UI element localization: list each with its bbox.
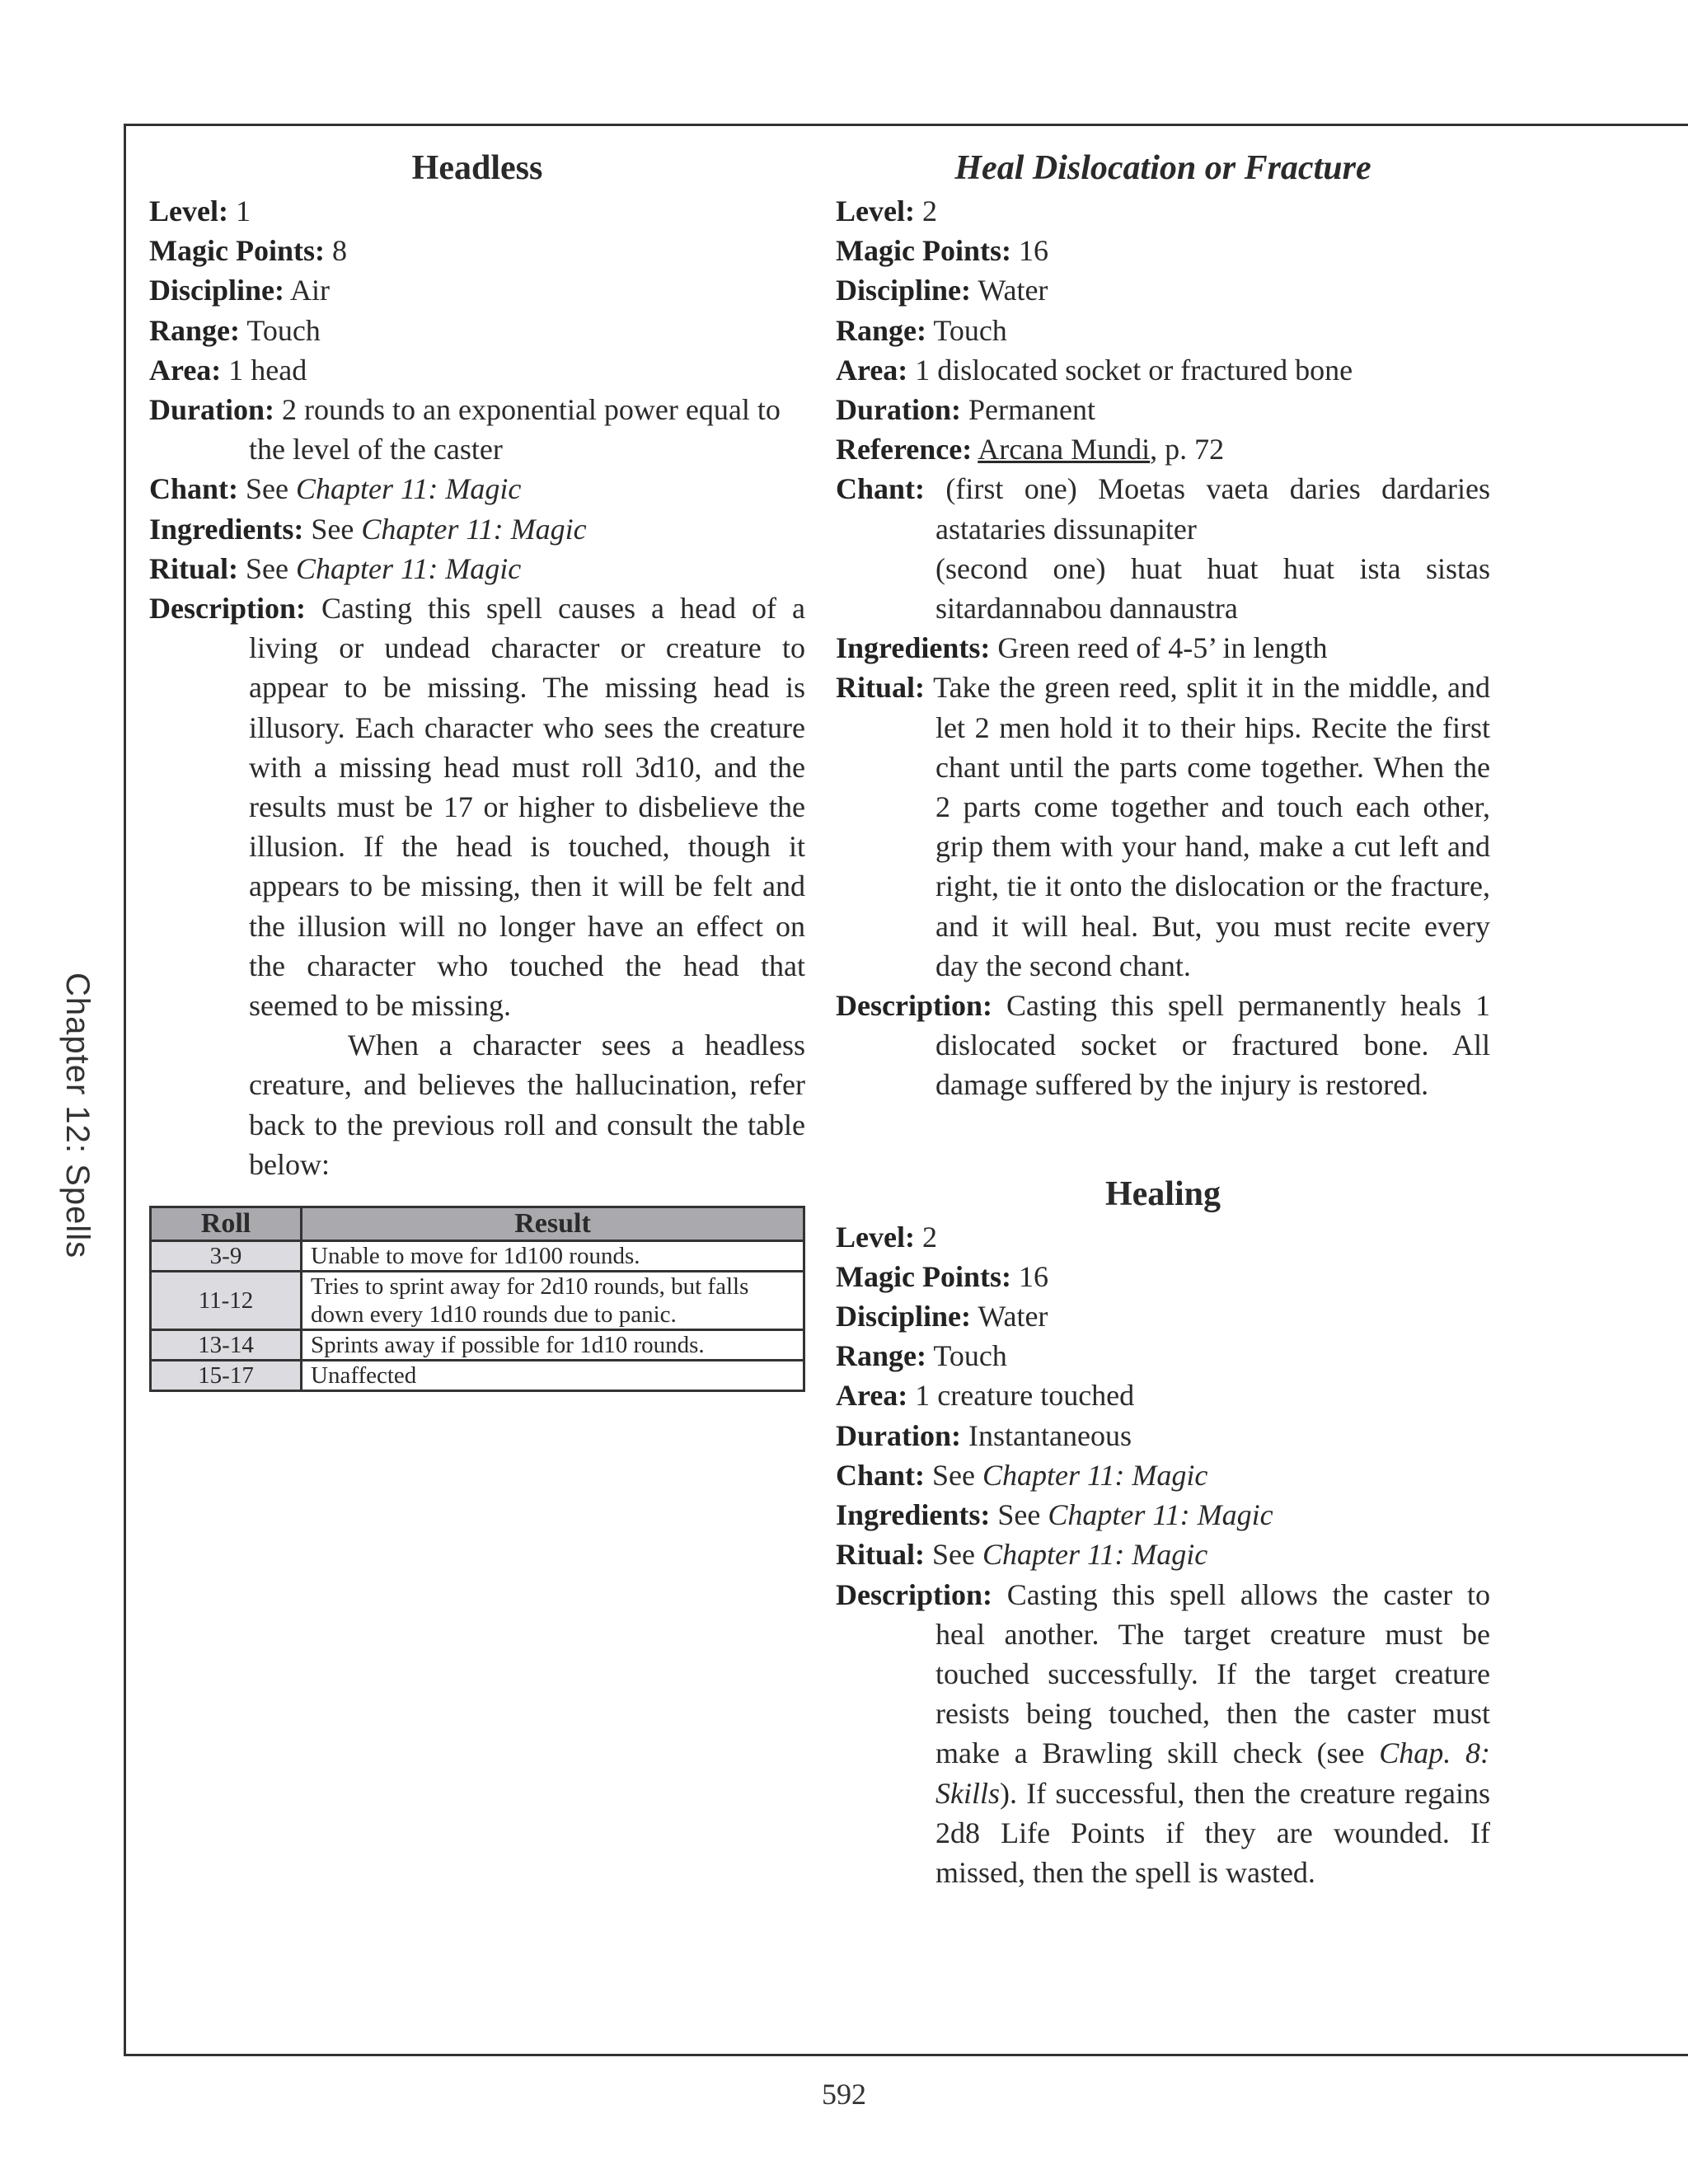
- chant-field: Chant: See Chapter 11: Magic: [149, 472, 522, 506]
- area-field: Area: 1 creature touched: [836, 1379, 1135, 1413]
- ritual-field: Ritual: Take the green reed, split it in the middle, and let 2 men hold it to their hips. Recite the first chant until the parts come together. When the 2 parts come together and touch each other, grip them with your hand, make a cut left and right, tie it onto the dislocation or the fracture, and it will heal. But, you must recite every day the second chant.: [836, 671, 1490, 982]
- chant-field: Chant: (first one) Moetas vaeta daries dardaries astataries dissunapiter: [836, 472, 1490, 546]
- magic-points-field: Magic Points: 8: [149, 234, 347, 268]
- spell-title: Headless: [411, 149, 543, 187]
- description-field: Description: Casting this spell allows the caster to heal another. The target creature must be touched successfully. If the target creature resists being touched, then the caster must make a Brawling skill check (see Chap. 8: Skills). If successful, then the creature regains 2d8 Life Points if they are wounded. If missed, then the spell is wasted.: [836, 1577, 1491, 1889]
- duration-field: Duration: 2 rounds to an exponential power equal to the level of the caster: [149, 393, 781, 466]
- description-field: Description: Casting this spell causes a head of a living or undead character or creature to appear to be missing. The missing head is illusory. Each character who sees the creature with a missing head must roll 3d10, and the results must be 17 or higher to disbelieve the illusion. If the head is touched, though it appears to be missing, then it will be felt and the illusion will no longer have an effect on the character who touched the head that seemed to be missing.: [149, 592, 805, 1023]
- table-row: [151, 1241, 804, 1272]
- ritual-field: Ritual: See Chapter 11: Magic: [836, 1538, 1208, 1572]
- ingredients-field: Ingredients: See Chapter 11: Magic: [836, 1498, 1273, 1532]
- discipline-field: Discipline: Water: [836, 1300, 1048, 1333]
- duration-field: Duration: Permanent: [836, 393, 1095, 427]
- description-field: Description: Casting this spell permanently heals 1 dislocated socket or fractured bone. All damage suffered by the injury is restored.: [836, 989, 1490, 1102]
- range-field: Range: Touch: [836, 1339, 1007, 1373]
- spell-title: Heal Dislocation or Fracture: [954, 149, 1372, 187]
- table-header-roll: Roll: [151, 1207, 302, 1241]
- chant-second: (second one) huat huat huat ista sistas sitardannabou dannaustra: [935, 551, 1490, 626]
- result-cell: Unaffected: [302, 1361, 804, 1391]
- description-continued: When a character sees a headless creature, and believes the hallucination, refer back to the previous roll and consult the table below:: [249, 1029, 805, 1181]
- page-number: 592: [822, 2078, 866, 2111]
- duration-field: Duration: Instantaneous: [836, 1418, 1132, 1452]
- ingredients-field: Ingredients: See Chapter 11: Magic: [149, 512, 587, 546]
- chant-field: Chant: See Chapter 11: Magic: [836, 1458, 1208, 1492]
- level-field: Level: 2: [836, 1220, 937, 1254]
- level-field: Level: 1: [149, 194, 251, 227]
- magic-points-field: Magic Points: 16: [836, 234, 1048, 268]
- spell-title: Healing: [1104, 1174, 1221, 1213]
- range-field: Range: Touch: [836, 313, 1007, 347]
- result-cell: Tries to sprint away for 2d10 rounds, but falls down every 1d10 rounds due to panic.: [302, 1272, 804, 1330]
- discipline-field: Discipline: Air: [149, 274, 331, 307]
- chapter-side-label: Chapter 12: Spells: [59, 972, 96, 1259]
- spell-heal-dislocation: [836, 145, 1490, 1105]
- roll-cell: 3-9: [151, 1241, 302, 1272]
- table-row: [151, 1361, 804, 1391]
- ritual-field: Ritual: See Chapter 11: Magic: [149, 551, 522, 585]
- roll-cell: 15-17: [151, 1361, 302, 1391]
- table-row: [151, 1272, 804, 1330]
- right-column: [836, 145, 1490, 1892]
- result-cell: Unable to move for 1d100 rounds.: [302, 1241, 804, 1272]
- magic-points-field: Magic Points: 16: [836, 1259, 1048, 1293]
- level-field: Level: 2: [836, 194, 937, 227]
- result-table: [149, 1206, 805, 1392]
- table-row: [151, 1330, 804, 1361]
- reference-field: Reference: Arcana Mundi, p. 72: [836, 433, 1225, 466]
- area-field: Area: 1 head: [149, 353, 307, 387]
- spell-healing: [836, 1171, 1490, 1892]
- table-header-result: Result: [302, 1207, 804, 1241]
- discipline-field: Discipline: Water: [836, 274, 1048, 307]
- reference-book-link: Arcana Mundi: [978, 433, 1151, 466]
- roll-cell: 13-14: [151, 1330, 302, 1361]
- spell-headless: [149, 145, 805, 1392]
- ingredients-field: Ingredients: Green reed of 4-5’ in length: [836, 631, 1328, 665]
- area-field: Area: 1 dislocated socket or fractured bone: [836, 353, 1353, 387]
- roll-cell: 11-12: [151, 1272, 302, 1330]
- range-field: Range: Touch: [149, 313, 321, 347]
- result-cell: Sprints away if possible for 1d10 rounds.: [302, 1330, 804, 1361]
